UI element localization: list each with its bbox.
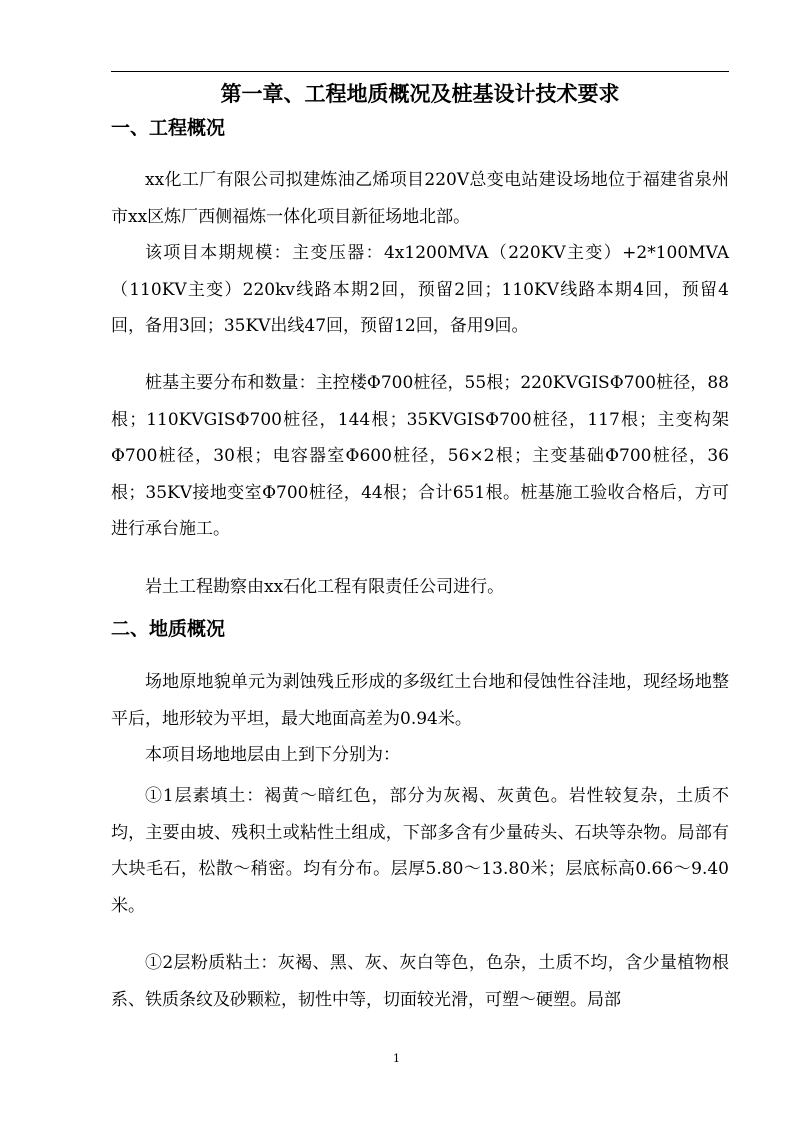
page-number: 1 — [393, 1052, 400, 1065]
chapter-title: 第一章、工程地质概况及桩基设计技术要求 — [220, 81, 620, 106]
paragraph-layer-1-1: ①1层素填土：褐黄～暗红色，部分为灰褐、灰黄色。岩性较复杂，土质不均，主要由坡、残积土或粘性土组成，下部多含有少量砖头、石块等杂物。局部有大块毛石，松散～稍密。均有分布。层厚5.80～13.80米；层底标高0.66～9.40米。 — [111, 786, 729, 916]
paragraph-strata-intro: 本项目场地地层由上到下分别为： — [145, 745, 400, 765]
paragraph-location: xx化工厂有限公司拟建炼油乙烯项目220V总变电站建设场地位于福建省泉州市xx区炼厂西侧福炼一体化项目新征场地北部。 — [111, 170, 729, 227]
section-heading-geology: 二、地质概况 — [111, 618, 226, 640]
paragraph-survey: 岩土工程勘察由xx石化工程有限责任公司进行。 — [145, 577, 505, 597]
paragraph-piles: 桩基主要分布和数量：主控楼Φ700桩径，55根；220KVGISΦ700桩径，88根；110KVGISΦ700桩径，144根；35KVGISΦ700桩径，117根；主变构架Φ700桩径，30根；电容器室Φ600桩径，56×2根；主变基础Φ700桩径，36根；35KV接地变室Φ700桩径，44根；合计651根。桩基施工验收合格后，方可进行承台施工。 — [111, 373, 729, 540]
header-rule — [111, 71, 729, 72]
paragraph-layer-1-2: ①2层粉质粘土：灰褐、黑、灰、灰白等色，色杂，土质不均，含少量植物根系、铁质条纹及砂颗粒，韧性中等，切面较光滑，可塑～硬塑。局部 — [111, 953, 729, 1010]
paragraph-scale: 该项目本期规模：主变压器：4x1200MVA（220KV主变）+2*100MVA（110KV主变）220kv线路本期2回，预留2回；110KV线路本期4回，预留4回，备用3回；35KV出线47回，预留12回，备用9回。 — [111, 243, 729, 337]
section-heading-overview: 一、工程概况 — [111, 117, 226, 139]
paragraph-landform: 场地原地貌单元为剥蚀残丘形成的多级红土台地和侵蚀性谷洼地，现经场地整平后，地形较为平坦，最大地面高差为0.94米。 — [111, 672, 729, 729]
